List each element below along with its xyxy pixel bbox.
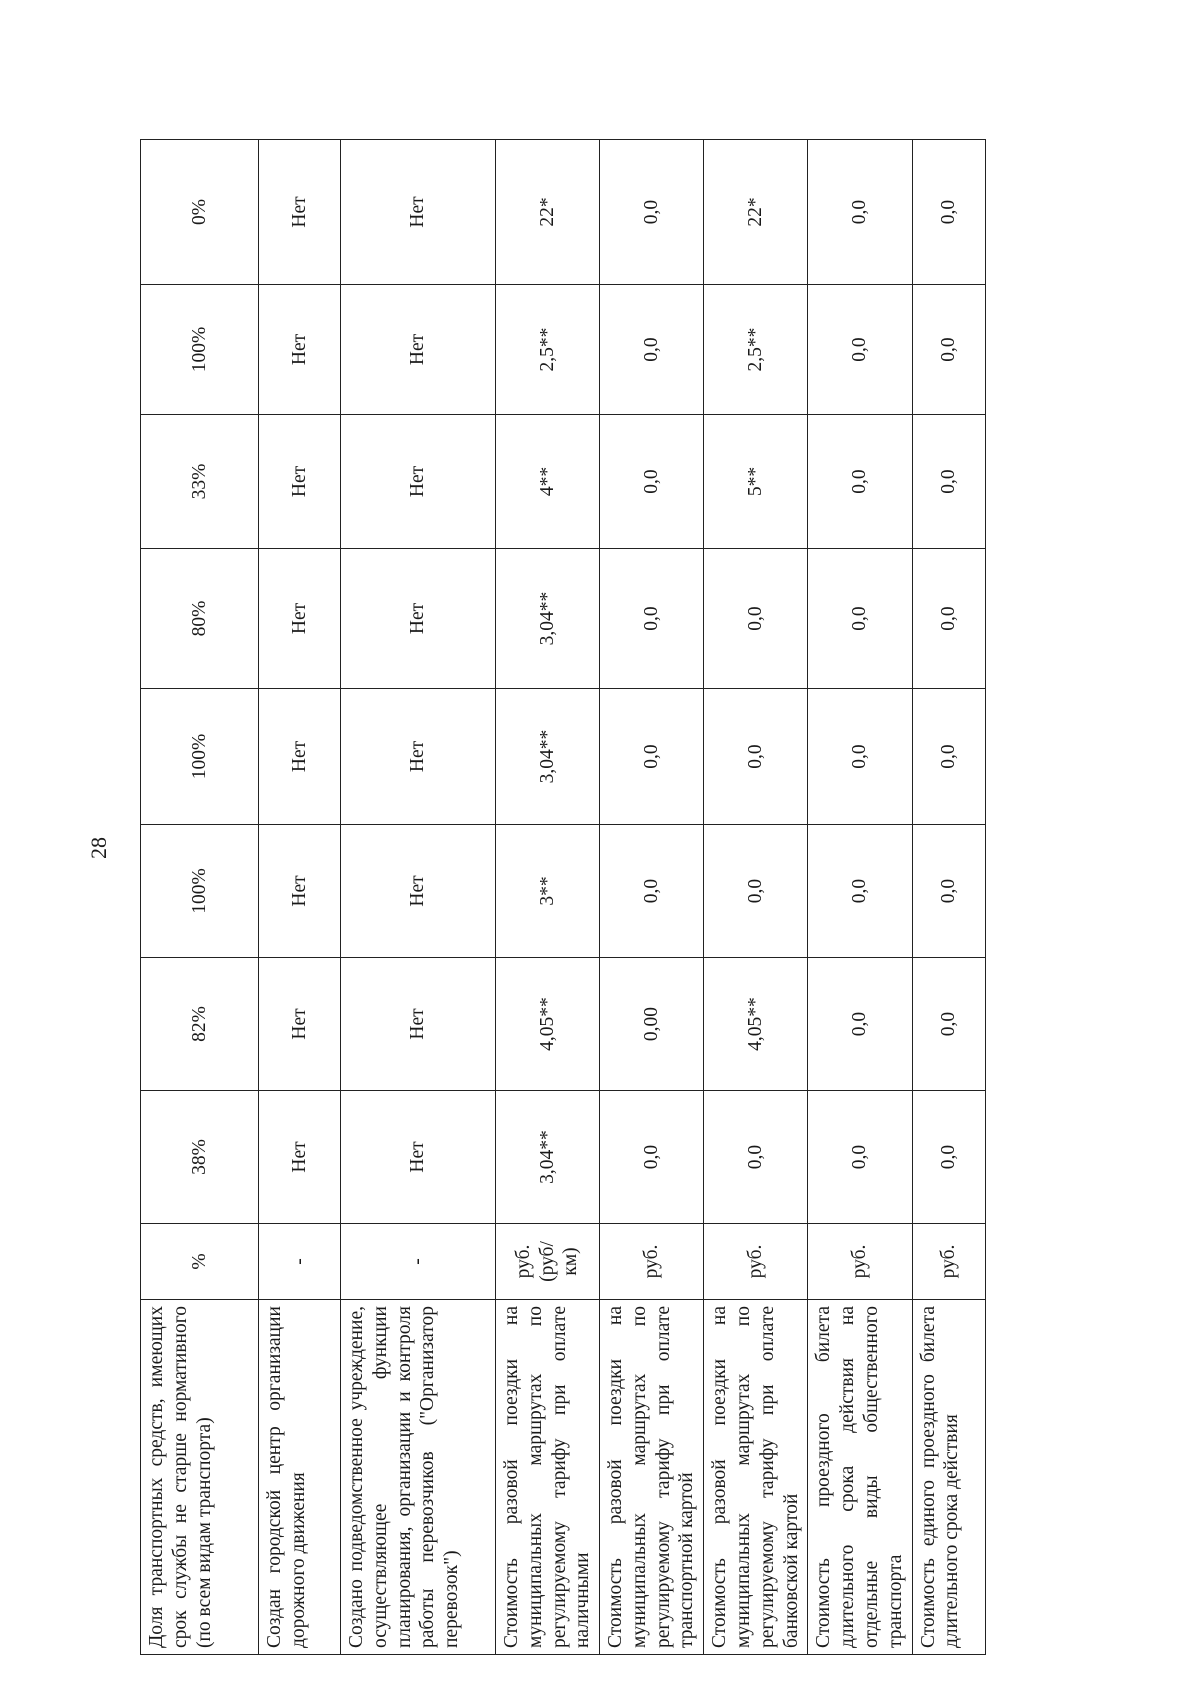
indicator-cell: Создан городской центр организации дорожного движения [259, 1300, 341, 1655]
value-cell: 0,0 [912, 825, 985, 958]
value-cell: 0,0 [808, 958, 912, 1091]
indicator-cell: Стоимость разовой поездки на муниципальных маршрутах по регулируемому тарифу при оплате наличными [496, 1300, 600, 1655]
value-cell: 0,0 [704, 825, 808, 958]
value-cell: 2,5** [496, 285, 600, 415]
value-cell: 5** [704, 415, 808, 549]
value-cell: 0,0 [600, 825, 704, 958]
value-cell: Нет [341, 549, 496, 689]
value-cell: 0,0 [600, 415, 704, 549]
value-cell: 0,0 [912, 549, 985, 689]
table-row [141, 140, 259, 1655]
value-cell: 0,0 [912, 689, 985, 825]
value-cell: 0,0 [808, 1091, 912, 1224]
value-cell: 0,0 [912, 1091, 985, 1224]
unit-cell: руб. [600, 1224, 704, 1300]
value-cell: 0,0 [912, 958, 985, 1091]
indicator-table [140, 139, 986, 1655]
value-cell: Нет [259, 285, 341, 415]
value-cell: Нет [259, 825, 341, 958]
value-cell: 0,0 [600, 549, 704, 689]
unit-cell: - [259, 1224, 341, 1300]
indicator-cell: Стоимость проездного билета длительного срока действия на отдельные виды общественного транспорта [808, 1300, 912, 1655]
value-cell: 100% [141, 689, 259, 825]
indicator-cell: Стоимость разовой поездки на муниципальных маршрутах по регулируемому тарифу при оплате банковской картой [704, 1300, 808, 1655]
value-cell: 3,04** [496, 689, 600, 825]
value-cell: 0,0 [808, 140, 912, 285]
value-cell: 80% [141, 549, 259, 689]
value-cell: 3** [496, 825, 600, 958]
table-row [912, 140, 985, 1655]
value-cell: 0,0 [704, 549, 808, 689]
value-cell: 3,04** [496, 1091, 600, 1224]
value-cell: Нет [341, 825, 496, 958]
value-cell: 0,0 [808, 415, 912, 549]
value-cell: Нет [259, 140, 341, 285]
table-row [600, 140, 704, 1655]
value-cell: Нет [259, 689, 341, 825]
value-cell: Нет [341, 140, 496, 285]
value-cell: Нет [259, 1091, 341, 1224]
indicator-cell: Стоимость разовой поездки на муниципальных маршрутах по регулируемому тарифу при оплате транспортной картой [600, 1300, 704, 1655]
indicator-cell: Стоимость единого проездного билета длительного срока действия [912, 1300, 985, 1655]
value-cell: 100% [141, 285, 259, 415]
value-cell: 22* [704, 140, 808, 285]
value-cell: 2,5** [704, 285, 808, 415]
unit-cell: руб. [704, 1224, 808, 1300]
table-row [259, 140, 341, 1655]
value-cell: Нет [341, 415, 496, 549]
value-cell: 0,0 [808, 549, 912, 689]
value-cell: 4,05** [496, 958, 600, 1091]
value-cell: 0,0 [808, 285, 912, 415]
value-cell: 0,00 [600, 958, 704, 1091]
value-cell: 0% [141, 140, 259, 285]
rotated-table-container [140, 140, 980, 1655]
table-row [704, 140, 808, 1655]
value-cell: Нет [259, 958, 341, 1091]
unit-cell: руб. [808, 1224, 912, 1300]
value-cell: 38% [141, 1091, 259, 1224]
value-cell: 0,0 [704, 1091, 808, 1224]
value-cell: 0,0 [600, 285, 704, 415]
value-cell: 0,0 [704, 689, 808, 825]
value-cell: 0,0 [912, 415, 985, 549]
value-cell: 0,0 [808, 825, 912, 958]
value-cell: Нет [341, 689, 496, 825]
value-cell: 4** [496, 415, 600, 549]
unit-cell: % [141, 1224, 259, 1300]
value-cell: Нет [341, 958, 496, 1091]
unit-cell: - [341, 1224, 496, 1300]
value-cell: 0,0 [600, 689, 704, 825]
value-cell: 0,0 [912, 285, 985, 415]
indicator-cell: Доля транспортных средств, имеющих срок службы не старше нормативного (по всем видам транспорта) [141, 1300, 259, 1655]
unit-cell: руб. (руб/км) [496, 1224, 600, 1300]
value-cell: 3,04** [496, 549, 600, 689]
value-cell: 0,0 [600, 1091, 704, 1224]
value-cell: Нет [259, 415, 341, 549]
value-cell: Нет [259, 549, 341, 689]
value-cell: 0,0 [808, 689, 912, 825]
table-row [341, 140, 496, 1655]
value-cell: 0,0 [600, 140, 704, 285]
value-cell: 33% [141, 415, 259, 549]
value-cell: Нет [341, 1091, 496, 1224]
table-row [496, 140, 600, 1655]
value-cell: 4,05** [704, 958, 808, 1091]
indicator-cell: Создано подведомственное учреждение, осуществляющее функции планирования, организации и контроля работы перевозчиков ("Организатор перевозок") [341, 1300, 496, 1655]
table-row [808, 140, 912, 1655]
value-cell: 100% [141, 825, 259, 958]
value-cell: 22* [496, 140, 600, 285]
value-cell: 0,0 [912, 140, 985, 285]
value-cell: 82% [141, 958, 259, 1091]
unit-cell: руб. [912, 1224, 985, 1300]
value-cell: Нет [341, 285, 496, 415]
page-number: 28 [86, 837, 111, 859]
